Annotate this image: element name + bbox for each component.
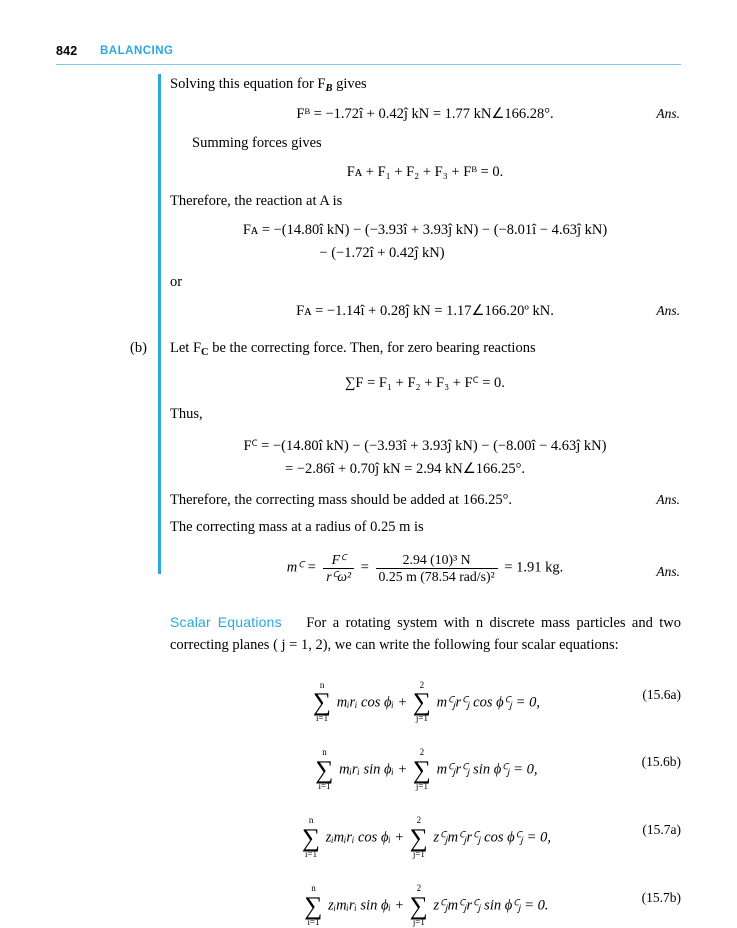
equation-fc-line1: Fꟲ = −(14.80î kN) − (−3.93î + 3.93ĵ kN) − (−8.00î − 4.63ĵ kN): [243, 438, 607, 455]
equation-sum-forces: Fᴀ + F₁ + F₂ + F₃ + Fᴮ = 0.: [346, 164, 504, 181]
sum-term-2: mꟲⱼrꟲⱼ sin ϕꟲⱼ = 0,: [436, 761, 538, 778]
sum-lower-limit: j=1: [412, 849, 425, 860]
equation-mass: [170, 552, 680, 584]
sigma-glyph: ∑: [304, 891, 323, 920]
equation-15-7b: [170, 884, 681, 928]
text-fragment: gives: [332, 76, 367, 92]
paragraph-thus: Thus,: [170, 406, 203, 423]
equation-mass-lhs: mꟲ =: [286, 559, 317, 576]
summation-i: [315, 748, 333, 792]
text-fragment: Solving this equation for F: [170, 76, 326, 92]
paragraph-radius: The correcting mass at a radius of 0.25 m is: [170, 519, 424, 536]
paragraph-solving: [170, 74, 680, 96]
text-fragment: be the correcting force. Then, for zero bearing reactions: [208, 340, 536, 357]
sigma-glyph: ∑: [313, 688, 332, 717]
paragraph-summing: Summing forces gives: [192, 135, 322, 152]
fraction-numeric: [376, 552, 498, 584]
sum-term-2: mꟲⱼrꟲⱼ cos ϕꟲⱼ = 0,: [436, 693, 540, 710]
sum-term-2: zꟲⱼmꟲⱼrꟲⱼ cos ϕꟲⱼ = 0,: [433, 829, 551, 846]
ans-label: Ans.: [656, 564, 680, 580]
equation-fc-line2: = −2.86î + 0.70ĵ kN = 2.94 kN∠166.25°.: [284, 461, 525, 478]
sum-upper-limit: 2: [419, 679, 425, 690]
summation-j: [410, 884, 428, 928]
fraction-denominator: rꟲω²: [326, 568, 352, 584]
summation-i: [304, 884, 322, 928]
equation-fa-result: [170, 303, 680, 320]
chapter-title: BALANCING: [100, 45, 174, 57]
sigma-glyph: ∑: [409, 891, 428, 920]
scalar-equations-intro: [170, 612, 681, 657]
sum-lower-limit: j=1: [412, 917, 425, 927]
ans-label: Ans.: [656, 303, 680, 319]
sum-upper-limit: n: [311, 883, 316, 894]
equation-fb-text: Fᴮ = −1.72î + 0.42ĵ kN = 1.77 kN∠166.28°.: [296, 106, 554, 123]
page-header: [56, 44, 681, 66]
scalar-equations-section: [170, 612, 681, 928]
text-fragment: Therefore, the correcting mass should be added at 166.25°.: [170, 492, 513, 509]
sum-lower-limit: i=1: [307, 917, 320, 927]
list-item-label: (b): [130, 340, 147, 357]
equation-15-6b: [170, 748, 681, 792]
sum-upper-limit: 2: [416, 883, 422, 894]
summation-i: [302, 816, 320, 860]
body-content: [130, 74, 680, 594]
paragraph-reaction-a: Therefore, the reaction at A is: [170, 193, 343, 210]
sum-upper-limit: 2: [419, 747, 425, 758]
ans-label: Ans.: [656, 106, 680, 122]
equation-fa-result-text: Fᴀ = −1.14î + 0.28ĵ kN = 1.17∠166.20º kN.: [296, 303, 554, 320]
fraction-numerator: Fꟲ: [323, 552, 354, 568]
sum-lower-limit: i=1: [316, 713, 329, 724]
sigma-glyph: ∑: [412, 756, 431, 785]
equation-15-6a: [170, 681, 681, 725]
sum-term-1: mᵢrᵢ cos ϕᵢ +: [336, 693, 408, 710]
equation-fa-line1: Fᴀ = −(14.80î kN) − (−3.93î + 3.93ĵ kN) − (−8.01î − 4.63ĵ kN): [242, 222, 608, 239]
subscript-c: C: [201, 347, 209, 359]
section-heading: Scalar Equations: [170, 614, 282, 630]
sum-lower-limit: i=1: [318, 781, 331, 792]
sum-upper-limit: n: [319, 679, 325, 690]
sum-term-1: zᵢmᵢrᵢ sin ϕᵢ +: [328, 897, 405, 914]
sum-lower-limit: j=1: [415, 781, 428, 792]
list-item-b: [130, 338, 680, 360]
equation-number: (15.7b): [641, 890, 681, 906]
sum-upper-limit: n: [322, 747, 327, 758]
paragraph-or: or: [170, 274, 183, 291]
page-number: 842: [56, 44, 78, 58]
sum-term-1: mᵢrᵢ sin ϕᵢ +: [339, 761, 408, 778]
summation-j: [410, 816, 428, 860]
ans-label: Ans.: [656, 492, 680, 508]
equals-sign: =: [360, 559, 369, 576]
example-sidebar-rule: [158, 74, 161, 574]
summation-j: [413, 681, 431, 725]
subscript-b: B: [325, 82, 333, 94]
text-fragment: Let F: [170, 340, 202, 357]
sum-upper-limit: 2: [416, 815, 422, 826]
sigma-glyph: ∑: [409, 824, 428, 853]
fraction-denominator: 0.25 m (78.54 rad/s)²: [378, 568, 495, 584]
sigma-glyph: ∑: [315, 756, 334, 785]
equation-number: (15.7a): [642, 822, 681, 838]
equation-sum-fc: ∑F = F₁ + F₂ + F₃ + Fꟲ = 0.: [345, 375, 505, 392]
fraction-numerator: 2.94 (10)³ N: [376, 552, 498, 568]
paragraph-correcting-mass: [170, 490, 680, 511]
sum-lower-limit: j=1: [415, 713, 428, 724]
equation-number: (15.6b): [641, 754, 681, 770]
equation-15-7a: [170, 816, 681, 860]
sum-upper-limit: n: [308, 815, 314, 826]
header-divider: [56, 64, 681, 65]
fraction-fc-over-rw2: [323, 552, 354, 584]
sum-term-2: zꟲⱼmꟲⱼrꟲⱼ sin ϕꟲⱼ = 0.: [433, 897, 549, 914]
equation-fb: [170, 106, 680, 123]
sigma-glyph: ∑: [302, 824, 321, 853]
section-body-text: For a rotating system with n discrete mass particles and two correcting planes ( j = 1, 2), we can write the following four scalar equations:: [170, 615, 682, 653]
sum-term-1: zᵢmᵢrᵢ cos ϕᵢ +: [325, 829, 405, 846]
summation-j: [413, 748, 431, 792]
sum-lower-limit: i=1: [305, 849, 318, 860]
equation-number: (15.6a): [642, 686, 681, 702]
summation-i: [313, 681, 331, 725]
sigma-glyph: ∑: [412, 688, 431, 717]
equation-fa-line2: − (−1.72î + 0.42ĵ kN): [319, 245, 445, 262]
equation-mass-rhs: = 1.91 kg.: [504, 559, 564, 576]
